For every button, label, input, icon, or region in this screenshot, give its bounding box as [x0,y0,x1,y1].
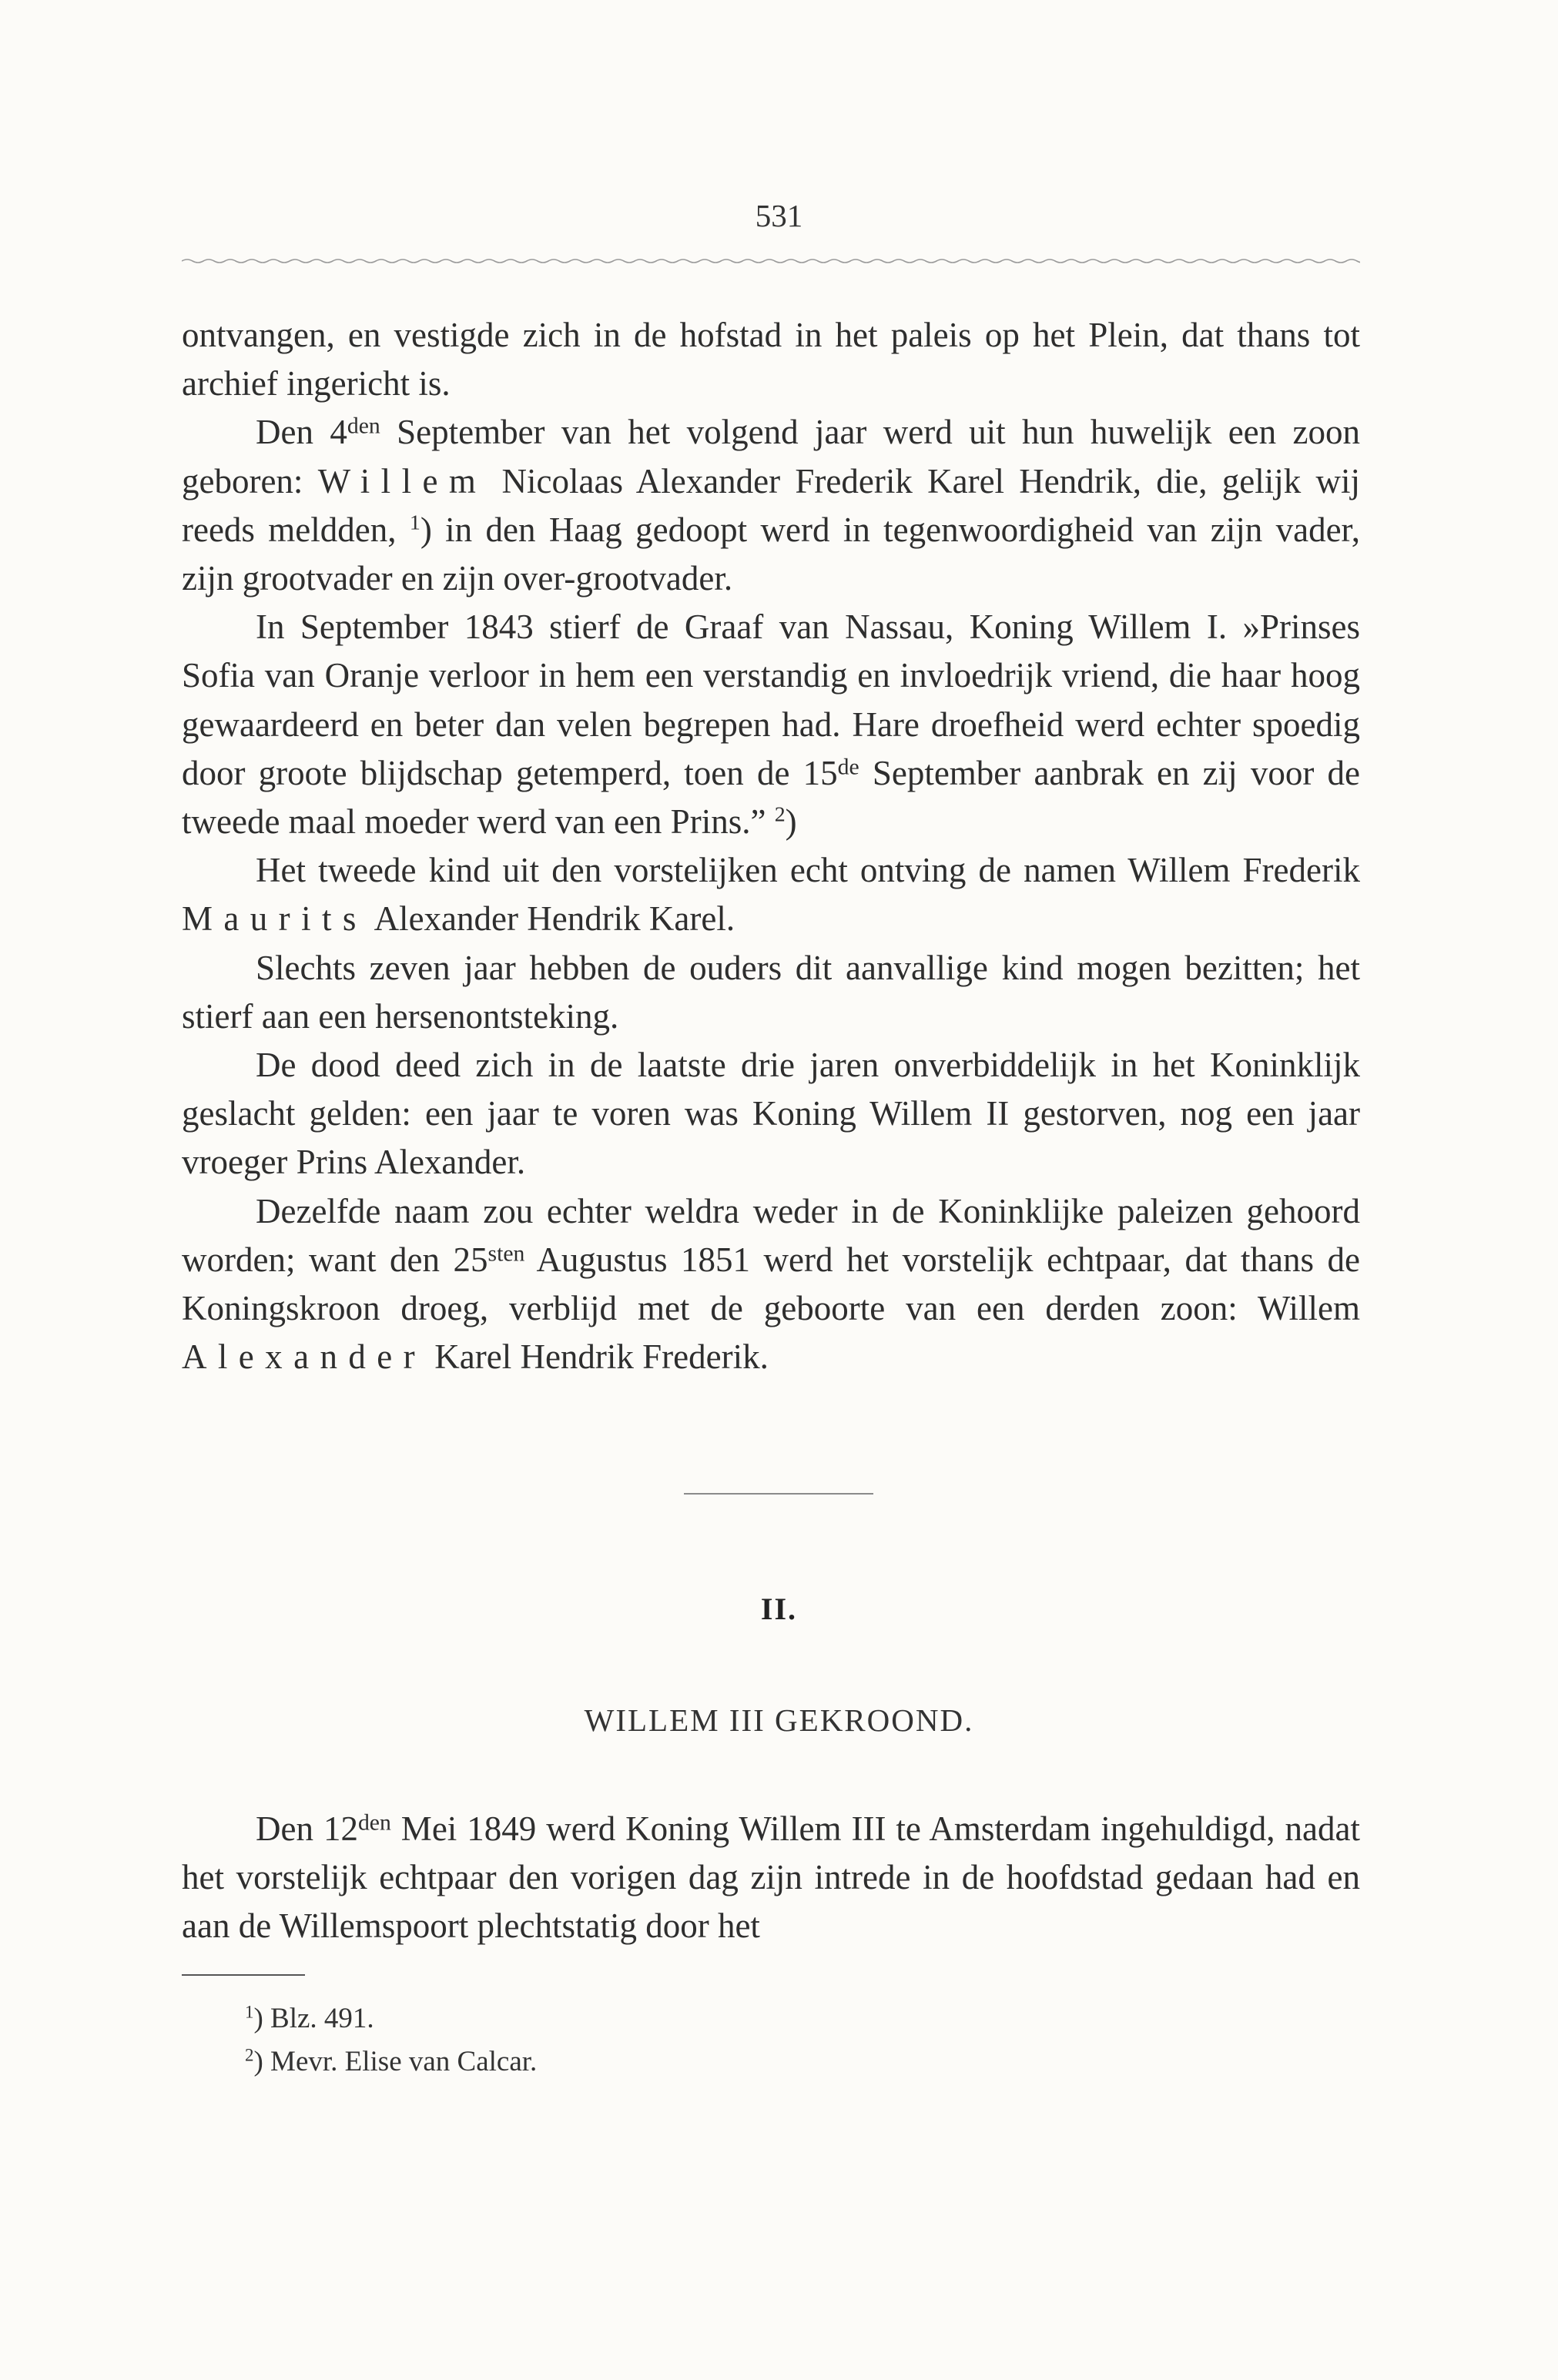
paragraph: Den $12^{den}$ Mei 1849 werd Koning Willem III te Amsterdam ingehuldigd, nadat het vorstelijk echtpaar den vorigen dag zijn intrede in de hoofdstad gedaan had en aan de Willemspoort plechtstatig door het [182,1809,1360,1946]
paragraph: De dood deed zich in de laatste drie jaren onverbiddelijk in het Koninklijk geslacht gelden: een jaar te voren was Koning Willem II gestorven, nog een jaar vroeger Prins Alexander. [182,1046,1360,1182]
paragraph: ontvangen, en vestigde zich in de hofstad in het paleis op het Plein, dat thans tot archief ingericht is. [182,316,1360,403]
footnote-reference: 2 [774,802,786,827]
spaced-name: Willem [317,461,488,500]
paragraph: Dezelfde naam zou echter weldra weder in de Koninklijke paleizen gehoord worden; want den $25^{sten}$ Augustus 1851 werd het vorstelijk echtpaar, dat thans de Koningskroon droeg, verblijd met de geboorte van een derden zoon: Willem Alexander Karel Hendrik Frederik. [182,1191,1361,1377]
paragraph: Slechts zeven jaar hebben de ouders dit aanvallige kind mogen bezitten; het stierf aan een hersenontsteking. [182,948,1360,1036]
footnote: $^1$) Blz. 491. [245,2002,374,2034]
footnotes [245,1997,537,2084]
footnote-rule [182,1974,305,1976]
body-text-bottom [182,1805,1360,1951]
section-divider [684,1493,873,1495]
section-numeral: II. [760,1592,798,1626]
footnote: $^2$) Mevr. Elise van Calcar. [245,2045,538,2077]
spaced-name: Maurits [182,899,367,939]
page-number: 531 [755,198,803,233]
section-title: WILLEM III GEKROOND. [584,1702,974,1738]
paragraph: In September 1843 stierf de Graaf van Nassau, Koning Willem I. »Prinses Sofia van Oranje verloor in hem een verstandig en invloedrijk vriend, die haar hoog gewaardeerd en beter dan velen begrepen had. Hare droefheid werd echter spoedig door groote blijdschap getemperd, toen de 15de September aanbrak en zij voor de tweede maal moeder werd van een Prins.” $^2$) [182,608,1360,842]
header-rule [182,257,1360,265]
body-text-top [182,311,1360,1381]
footnote-reference: 1 [409,510,420,535]
paragraph: Het tweede kind uit den vorstelijken echt ontving de namen Willem Frederik Maurits Alexander Hendrik Karel. [182,851,1360,939]
paragraph: Den $4^{den}$ September van het volgend jaar werd uit hun huwelijk een zoon geboren: Willem Nicolaas Alexander Frederik Karel Hendrik, die, gelijk wij reeds meldden, $^1$) in den Haag gedoopt werd in tegenwoordigheid van zijn vader, zijn grootvader en zijn over-grootvader. [182,413,1360,598]
spaced-name: Alexander [182,1337,427,1377]
